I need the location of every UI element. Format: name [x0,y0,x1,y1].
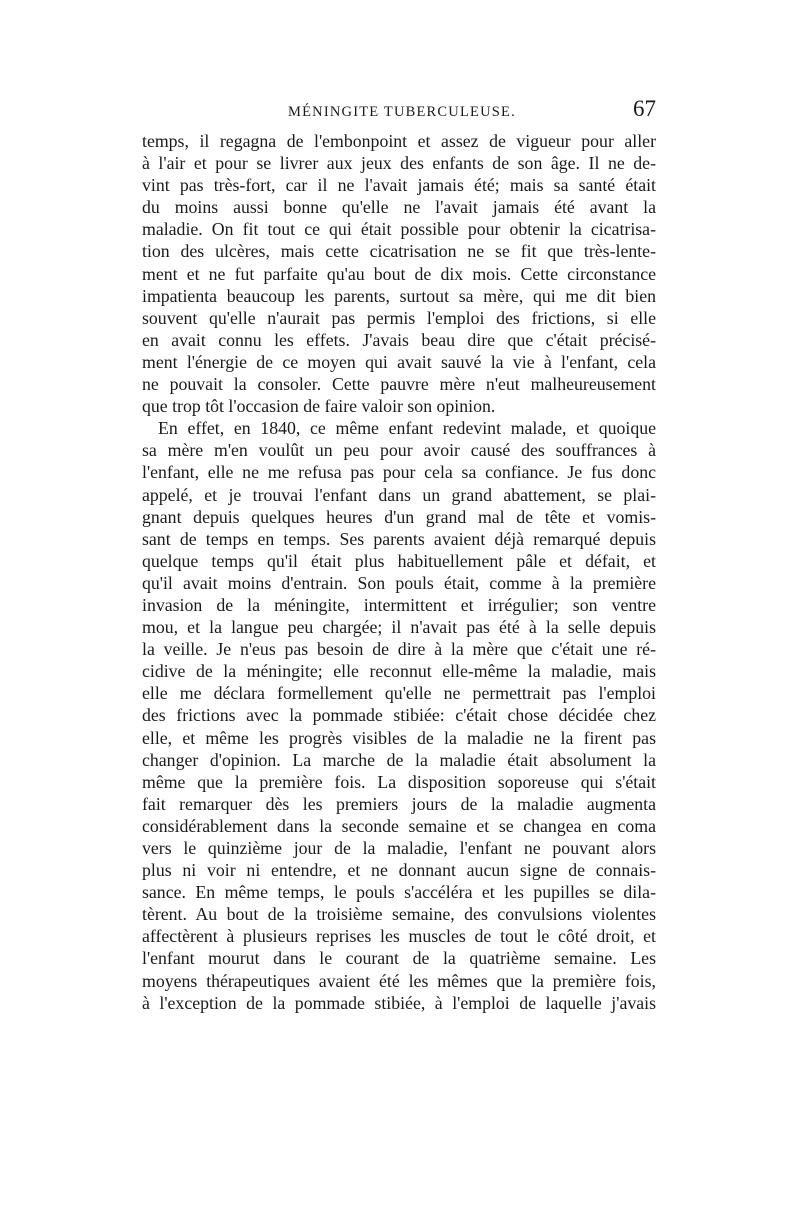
running-title: MÉNINGITE TUBERCULEUSE. [288,104,516,120]
text-line: vint pas très-fort, car il ne l'avait jamais été; mais sa santé était [142,175,656,196]
text-line: elle, et même les progrès visibles de la maladie ne la firent pas [142,727,656,748]
text-line: tèrent. Au bout de la troisième semaine, des convulsions violentes [142,904,656,925]
text-line: sance. En même temps, le pouls s'accéléra et les pupilles se dila- [142,882,656,903]
text-line: tion des ulcères, mais cette cicatrisation ne se fit que très-lente- [142,241,656,262]
text-line: même que la première fois. La disposition soporeuse qui s'était [142,771,656,792]
text-line: appelé, et je trouvai l'enfant dans un grand abattement, se plai- [142,484,656,505]
page-number: 67 [633,96,656,121]
text-line: changer d'opinion. La marche de la maladie était absolument la [142,749,656,770]
text-line: l'enfant mourut dans le courant de la quatrième semaine. Les [142,948,656,969]
text-line: temps, il regagna de l'embonpoint et assez de vigueur pour aller [142,131,656,151]
page-header [142,96,656,124]
text-line: ment et ne fut parfaite qu'au bout de dix mois. Cette circonstance [142,263,656,284]
text-line: qu'il avait moins d'entrain. Son pouls était, comme à la première [142,572,656,593]
text-line: à l'air et pour se livrer aux jeux des enfants de son âge. Il ne de- [142,153,656,174]
paragraph-end-line: que trop tôt l'occasion de faire valoir son opinion. [142,396,496,417]
text-line: fait remarquer dès les premiers jours de la maladie augmenta [142,793,656,814]
text-line: l'enfant, elle ne me refusa pas pour cela sa confiance. Je fus donc [142,462,656,483]
text-line: invasion de la méningite, intermittent et irrégulier; son ventre [142,594,656,615]
text-line: maladie. On fit tout ce qui était possible pour obtenir la cicatrisa- [142,219,656,240]
paragraph-start-line: En effet, en 1840, ce même enfant redevint malade, et quoique [158,418,656,439]
text-line: considérablement dans la seconde semaine et se changea en coma [142,815,656,836]
text-line: mou, et la langue peu chargée; il n'avait pas été à la selle depuis [142,617,656,638]
text-line: ment l'énergie de ce moyen qui avait sauvé la vie à l'enfant, cela [142,351,656,372]
text-line: vers le quinzième jour de la maladie, l'enfant ne pouvant alors [142,838,656,858]
text-line: des frictions avec la pommade stibiée: c'était chose décidée chez [142,705,656,726]
text-line: la veille. Je n'eus pas besoin de dire à la mère que c'était une ré- [142,639,656,660]
text-line: du moins aussi bonne qu'elle ne l'avait jamais été avant la [142,197,656,218]
text-line: moyens thérapeutiques avaient été les mêmes que la première fois, [142,970,656,991]
text-line: sa mère m'en voulût un peu pour avoir causé des souffrances à [142,440,656,461]
text-line: quelque temps qu'il était plus habituellement pâle et défait, et [142,550,656,571]
body-text [142,130,656,1014]
text-line: à l'exception de la pommade stibiée, à l'emploi de laquelle j'avais [142,992,656,1013]
text-line: plus ni voir ni entendre, et ne donnant aucun signe de connais- [142,860,656,881]
text-line: cidive de la méningite; elle reconnut elle-même la maladie, mais [142,661,656,682]
text-line: en avait connu les effets. J'avais beau dire que c'était précisé- [142,329,656,350]
text-line: ne pouvait la consoler. Cette pauvre mère n'eut malheureusement [142,374,656,395]
text-line: elle me déclara formellement qu'elle ne permettrait pas l'emploi [142,683,656,704]
text-line: souvent qu'elle n'aurait pas permis l'emploi des frictions, si elle [142,307,656,328]
text-line: impatienta beaucoup les parents, surtout sa mère, qui me dit bien [142,285,656,306]
text-line: affectèrent à plusieurs reprises les muscles de tout le côté droit, et [142,926,656,947]
text-line: sant de temps en temps. Ses parents avaient déjà remarqué depuis [142,528,656,549]
text-line: gnant depuis quelques heures d'un grand mal de tête et vomis- [142,506,656,527]
